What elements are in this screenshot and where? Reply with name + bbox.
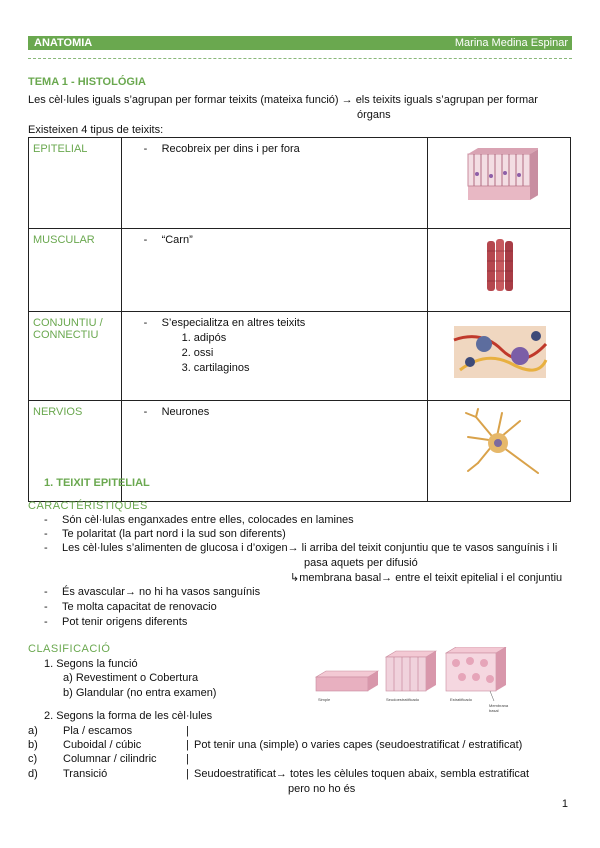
classification-item: 2. Segons la forma de les cèl·lules — [44, 710, 213, 722]
form-letter: a) — [28, 725, 38, 737]
form-label: Transició — [63, 768, 108, 780]
section-heading: 1. TEIXIT EPITELIAL — [44, 477, 150, 489]
stratified-epithelium-block — [446, 647, 506, 701]
subitem: 3. cartilaginos — [181, 362, 250, 374]
form-letter: c) — [28, 753, 38, 765]
header-bar — [28, 36, 572, 50]
characteristics-heading: CARACTÉRISTIQUES — [28, 500, 148, 512]
classification-heading: CLASIFICACIÓ — [28, 643, 111, 655]
subitem: 1. adipós — [181, 332, 227, 344]
diagram-label: Estratificado — [450, 697, 473, 702]
tissue-name: CONJUNTIU / CONNECTIU — [29, 312, 122, 401]
list-item-continuation: ↳membrana basal→ entre el teixit epitelial i el conjuntiu — [290, 572, 563, 584]
header-author: Marina Medina Espinar — [454, 37, 568, 49]
tissue-description: “Carn” — [161, 234, 193, 246]
simple-epithelium-block — [316, 671, 378, 691]
tissue-table — [28, 137, 571, 502]
intro-line-2: órgans — [357, 109, 391, 121]
page-title: TEMA 1 - HISTOLÓGIA — [28, 76, 146, 88]
epithelial-tissue-image — [464, 148, 538, 208]
list-item-continuation: pasa aquets per difusió — [304, 557, 418, 569]
classification-subitem: b) Glandular (no entra examen) — [63, 687, 217, 699]
page-number: 1 — [561, 798, 568, 810]
tissue-description: Neurones — [161, 406, 210, 418]
form-label: Cuboidal / cúbic — [63, 739, 142, 751]
connective-tissue-image — [452, 320, 548, 382]
intro-line-1: Les cèl·lules iguals s’agrupan per formar teixits (mateixa funció) → els teixits iguals s’agrupan per formar — [28, 94, 538, 106]
form-note: Seudoestratificat→ totes les cèlules toquen abaix, sembla estratificat — [194, 768, 530, 780]
types-line: Existeixen 4 tipus de teixits: — [28, 124, 164, 136]
tissue-name: MUSCULAR — [29, 229, 122, 312]
form-letter: b) — [28, 739, 38, 751]
tissue-name: EPITELIAL — [29, 138, 122, 229]
table-row: MUSCULAR - “Carn” — [29, 229, 571, 312]
form-label: Pla / escamos — [63, 725, 133, 737]
form-note-continuation: pero no ho és — [288, 783, 356, 795]
tissue-name: NERVIOS — [29, 401, 122, 502]
form-separator: | — [186, 753, 189, 765]
subitem: 2. ossi — [181, 347, 214, 359]
header-divider — [28, 58, 572, 59]
table-row: CONJUNTIU / CONNECTIU - S’especialitza en altres teixits 1. adipós 2. ossi 3. cartilaginos — [29, 312, 571, 401]
form-note: Pot tenir una (simple) o varies capes (seudoestratificat / estratificat) — [194, 739, 523, 751]
diagram-label: Membrana basal — [489, 703, 509, 713]
pseudostratified-epithelium-block — [386, 651, 436, 691]
form-separator: | — [186, 768, 189, 780]
table-row: EPITELIAL - Recobreix per dins i per fora — [29, 138, 571, 229]
muscle-tissue-image — [483, 237, 519, 295]
form-label: Columnar / cilindric — [63, 753, 157, 765]
classification-item: 1. Segons la funció — [44, 658, 138, 670]
diagram-label: Simple — [318, 697, 331, 702]
table-row: NERVIOS - Neurones — [29, 401, 571, 502]
form-separator: | — [186, 739, 189, 751]
header-subject: ANATOMIA — [34, 37, 93, 49]
tissue-description: S’especialitza en altres teixits — [161, 317, 306, 329]
form-letter: d) — [28, 768, 38, 780]
classification-subitem: a) Revestiment o Cobertura — [63, 672, 199, 684]
tissue-description: Recobreix per dins i per fora — [161, 143, 300, 155]
diagram-label: Seudoestratificado — [386, 697, 420, 702]
form-separator: | — [186, 725, 189, 737]
neuron-image — [458, 407, 544, 481]
